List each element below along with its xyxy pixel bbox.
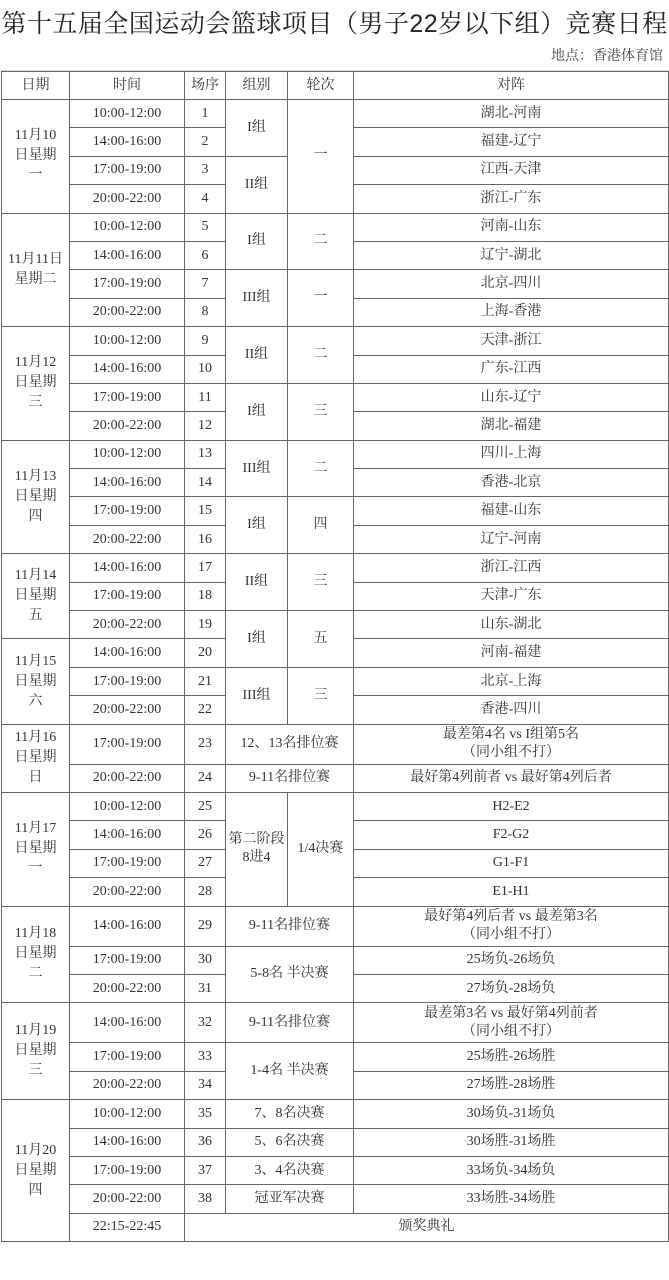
match-no-cell: 1 xyxy=(185,100,226,128)
round-cell: 一 xyxy=(288,100,354,214)
matchup-cell xyxy=(354,554,669,582)
stage-cell: 9-11名排位赛 xyxy=(226,764,354,792)
matchup-cell xyxy=(354,156,669,184)
matchup-text: 福建-山东 xyxy=(480,503,542,519)
time-cell: 14:00-16:00 xyxy=(70,1128,185,1156)
matchup-cell xyxy=(354,1128,669,1156)
group-cell: I组 xyxy=(226,611,288,668)
match-no-cell: 34 xyxy=(185,1071,226,1099)
group-cell: II组 xyxy=(226,327,288,384)
matchup-text: 广东-江西 xyxy=(480,361,542,377)
match-no-cell: 6 xyxy=(185,241,226,269)
matchup-cell xyxy=(354,241,669,269)
time-cell: 10:00-12:00 xyxy=(70,440,185,468)
date-cell: 11月18日星期二 xyxy=(2,906,70,1003)
matchup-cell xyxy=(354,213,669,241)
matchup-cell xyxy=(354,412,669,440)
matchup-text: 浙江-广东 xyxy=(480,190,542,206)
group-cell: I组 xyxy=(226,213,288,270)
time-cell: 17:00-19:00 xyxy=(70,582,185,610)
matchup-text: 最差第4名 vs I组第5名 xyxy=(442,727,580,743)
table-row xyxy=(2,611,669,639)
time-cell: 17:00-19:00 xyxy=(70,1043,185,1071)
matchup-text: 河南-山东 xyxy=(480,219,542,235)
matchup-cell xyxy=(354,270,669,298)
table-row xyxy=(2,1213,669,1241)
time-cell: 14:00-16:00 xyxy=(70,469,185,497)
matchup-cell xyxy=(354,1071,669,1099)
time-cell: 20:00-22:00 xyxy=(70,696,185,724)
group-cell: III组 xyxy=(226,440,288,497)
table-row xyxy=(2,724,669,764)
time-cell: 17:00-19:00 xyxy=(70,667,185,695)
matchup-cell xyxy=(354,355,669,383)
match-no-cell: 25 xyxy=(185,792,226,820)
matchup-text: 最差第3名 vs 最好第4列前者 xyxy=(424,1005,598,1021)
time-cell: 20:00-22:00 xyxy=(70,1185,185,1213)
time-cell: 17:00-19:00 xyxy=(70,849,185,877)
stage-cell: 7、8名决赛 xyxy=(226,1100,354,1128)
time-cell: 10:00-12:00 xyxy=(70,213,185,241)
matchup-text: 天津-广东 xyxy=(480,588,542,604)
round-cell: 四 xyxy=(288,497,354,554)
matchup-text: 25场负-26场负 xyxy=(466,952,556,968)
matchup-cell xyxy=(354,792,669,820)
group-cell: II组 xyxy=(226,156,288,213)
match-no-cell: 11 xyxy=(185,383,226,411)
matchup-text: 北京-四川 xyxy=(480,276,542,292)
match-no-cell: 33 xyxy=(185,1043,226,1071)
matchup-cell xyxy=(354,185,669,213)
time-cell: 17:00-19:00 xyxy=(70,497,185,525)
header-time: 时间 xyxy=(70,72,185,100)
round-cell: 二 xyxy=(288,213,354,270)
date-cell: 11月15日星期六 xyxy=(2,639,70,724)
match-no-cell: 5 xyxy=(185,213,226,241)
matchup-cell xyxy=(354,469,669,497)
matchup-text: 北京-上海 xyxy=(480,673,542,689)
matchup-text: 江西-天津 xyxy=(480,162,542,178)
table-row xyxy=(2,213,669,241)
table-row xyxy=(2,1128,669,1156)
group-cell: II组 xyxy=(226,554,288,611)
round-cell: 一 xyxy=(288,270,354,327)
matchup-text: 香港-北京 xyxy=(480,474,542,490)
matchup-cell xyxy=(354,764,669,792)
match-no-cell: 13 xyxy=(185,440,226,468)
matchup-text: 天津-浙江 xyxy=(480,332,542,348)
header-matchup: 对阵 xyxy=(354,72,669,100)
match-no-cell: 37 xyxy=(185,1156,226,1184)
matchup-cell xyxy=(354,849,669,877)
stage-cell: 冠亚军决赛 xyxy=(226,1185,354,1213)
match-no-cell: 10 xyxy=(185,355,226,383)
time-cell: 17:00-19:00 xyxy=(70,383,185,411)
header-match-no: 场序 xyxy=(185,72,226,100)
stage-cell: 5、6名决赛 xyxy=(226,1128,354,1156)
match-no-cell: 19 xyxy=(185,611,226,639)
table-row xyxy=(2,497,669,525)
match-no-cell: 2 xyxy=(185,128,226,156)
matchup-text: 山东-辽宁 xyxy=(480,389,542,405)
matchup-cell xyxy=(354,696,669,724)
date-cell: 11月19日星期三 xyxy=(2,1003,70,1100)
table-row xyxy=(2,946,669,974)
match-no-cell: 14 xyxy=(185,469,226,497)
time-cell: 14:00-16:00 xyxy=(70,241,185,269)
table-row xyxy=(2,906,669,946)
matchup-text: 30场负-31场负 xyxy=(466,1105,556,1121)
stage-cell: 5-8名 半决赛 xyxy=(226,946,354,1003)
schedule-table xyxy=(1,71,669,1242)
time-cell: 10:00-12:00 xyxy=(70,1100,185,1128)
match-no-cell: 8 xyxy=(185,298,226,326)
matchup-cell xyxy=(354,639,669,667)
table-row xyxy=(2,440,669,468)
matchup-text: 33场胜-34场胜 xyxy=(466,1190,556,1206)
matchup-text: 最好第4列后者 vs 最差第3名 xyxy=(424,909,598,925)
round-cell: 三 xyxy=(288,667,354,724)
header-group: 组别 xyxy=(226,72,288,100)
match-no-cell: 31 xyxy=(185,974,226,1002)
round-cell: 五 xyxy=(288,611,354,668)
table-row xyxy=(2,1185,669,1213)
time-cell: 17:00-19:00 xyxy=(70,156,185,184)
match-no-cell: 21 xyxy=(185,667,226,695)
matchup-text: 湖北-河南 xyxy=(480,105,542,121)
group-cell: III组 xyxy=(226,667,288,724)
matchup-cell xyxy=(354,821,669,849)
time-cell: 10:00-12:00 xyxy=(70,327,185,355)
matchup-text: 上海-香港 xyxy=(480,304,542,320)
matchup-cell xyxy=(354,878,669,906)
time-cell: 10:00-12:00 xyxy=(70,792,185,820)
match-no-cell: 27 xyxy=(185,849,226,877)
venue-label: 地点：香港体育馆 xyxy=(0,44,669,71)
date-cell: 11月12日星期三 xyxy=(2,327,70,441)
table-row xyxy=(2,667,669,695)
table-row xyxy=(2,554,669,582)
matchup-cell xyxy=(354,1185,669,1213)
time-cell: 20:00-22:00 xyxy=(70,764,185,792)
matchup-cell xyxy=(354,497,669,525)
time-cell: 22:15-22:45 xyxy=(70,1213,185,1241)
round-cell: 二 xyxy=(288,327,354,384)
matchup-cell xyxy=(354,946,669,974)
time-cell: 14:00-16:00 xyxy=(70,639,185,667)
matchup-cell xyxy=(354,128,669,156)
table-row xyxy=(2,100,669,128)
matchup-text: E1-H1 xyxy=(492,883,530,899)
round-cell: 三 xyxy=(288,554,354,611)
matchup-cell xyxy=(354,667,669,695)
matchup-text: 湖北-福建 xyxy=(480,417,542,433)
matchup-cell xyxy=(354,298,669,326)
table-row xyxy=(2,1156,669,1184)
header-round: 轮次 xyxy=(288,72,354,100)
group-cell: III组 xyxy=(226,270,288,327)
match-no-cell: 35 xyxy=(185,1100,226,1128)
time-cell: 10:00-12:00 xyxy=(70,100,185,128)
time-cell: 14:00-16:00 xyxy=(70,821,185,849)
matchup-cell xyxy=(354,974,669,1002)
matchup-cell xyxy=(354,1003,669,1043)
match-no-cell: 28 xyxy=(185,878,226,906)
match-no-cell: 18 xyxy=(185,582,226,610)
time-cell: 17:00-19:00 xyxy=(70,270,185,298)
table-row xyxy=(2,1003,669,1043)
match-no-cell: 9 xyxy=(185,327,226,355)
matchup-cell xyxy=(354,906,669,946)
time-cell: 17:00-19:00 xyxy=(70,1156,185,1184)
round-cell: 1/4决赛 xyxy=(288,792,354,906)
match-no-cell: 20 xyxy=(185,639,226,667)
header-date: 日期 xyxy=(2,72,70,100)
table-row xyxy=(2,792,669,820)
matchup-cell xyxy=(354,525,669,553)
page-title: 第十五届全国运动会篮球项目（男子22岁以下组）竞赛日程 xyxy=(1,10,668,38)
matchup-text: 辽宁-湖北 xyxy=(480,247,542,263)
time-cell: 14:00-16:00 xyxy=(70,554,185,582)
matchup-cell xyxy=(354,724,669,764)
group-cell: I组 xyxy=(226,100,288,157)
matchup-text: 30场胜-31场胜 xyxy=(466,1134,556,1150)
time-cell: 14:00-16:00 xyxy=(70,355,185,383)
match-no-cell: 4 xyxy=(185,185,226,213)
matchup-text: 山东-湖北 xyxy=(480,616,542,632)
matchup-cell xyxy=(354,383,669,411)
time-cell: 17:00-19:00 xyxy=(70,724,185,764)
time-cell: 20:00-22:00 xyxy=(70,412,185,440)
stage-cell: 12、13名排位赛 xyxy=(226,724,354,764)
matchup-text: H2-E2 xyxy=(492,798,530,814)
group-cell: I组 xyxy=(226,383,288,440)
group-cell: I组 xyxy=(226,497,288,554)
time-cell: 20:00-22:00 xyxy=(70,525,185,553)
matchup-text: 33场负-34场负 xyxy=(466,1162,556,1178)
time-cell: 20:00-22:00 xyxy=(70,611,185,639)
matchup-cell xyxy=(354,327,669,355)
date-cell: 11月14日星期五 xyxy=(2,554,70,639)
date-cell: 11月16日星期日 xyxy=(2,724,70,792)
matchup-text: 河南-福建 xyxy=(480,645,542,661)
date-cell: 11月10日星期一 xyxy=(2,100,70,214)
table-row xyxy=(2,327,669,355)
table-row xyxy=(2,1100,669,1128)
stage-cell: 1-4名 半决赛 xyxy=(226,1043,354,1100)
matchup-text: 香港-四川 xyxy=(480,701,542,717)
round-cell: 二 xyxy=(288,440,354,497)
table-row xyxy=(2,383,669,411)
group-cell: 第二阶段8进4 xyxy=(226,792,288,906)
match-no-cell: 3 xyxy=(185,156,226,184)
match-no-cell: 26 xyxy=(185,821,226,849)
match-no-cell: 17 xyxy=(185,554,226,582)
table-row xyxy=(2,1043,669,1071)
matchup-text: 25场胜-26场胜 xyxy=(466,1049,556,1065)
time-cell: 20:00-22:00 xyxy=(70,185,185,213)
matchup-note: （同小组不打） xyxy=(462,745,560,761)
match-no-cell: 36 xyxy=(185,1128,226,1156)
match-no-cell: 22 xyxy=(185,696,226,724)
matchup-cell xyxy=(354,100,669,128)
time-cell: 20:00-22:00 xyxy=(70,974,185,1002)
match-no-cell: 38 xyxy=(185,1185,226,1213)
matchup-text: G1-F1 xyxy=(492,855,530,871)
matchup-text: 福建-辽宁 xyxy=(480,134,542,150)
ceremony-cell: 颁奖典礼 xyxy=(185,1213,669,1241)
time-cell: 17:00-19:00 xyxy=(70,946,185,974)
match-no-cell: 15 xyxy=(185,497,226,525)
match-no-cell: 16 xyxy=(185,525,226,553)
match-no-cell: 12 xyxy=(185,412,226,440)
time-cell: 14:00-16:00 xyxy=(70,1003,185,1043)
matchup-text: 浙江-江西 xyxy=(480,559,542,575)
matchup-text: F2-G2 xyxy=(492,827,530,843)
date-cell: 11月17日星期一 xyxy=(2,792,70,906)
matchup-note: （同小组不打） xyxy=(462,927,560,943)
matchup-note: （同小组不打） xyxy=(462,1023,560,1039)
date-cell: 11月20日星期四 xyxy=(2,1100,70,1242)
matchup-cell xyxy=(354,1100,669,1128)
stage-cell: 9-11名排位赛 xyxy=(226,906,354,946)
time-cell: 20:00-22:00 xyxy=(70,1071,185,1099)
matchup-cell xyxy=(354,440,669,468)
header-row xyxy=(2,72,669,100)
stage-cell: 9-11名排位赛 xyxy=(226,1003,354,1043)
time-cell: 20:00-22:00 xyxy=(70,298,185,326)
match-no-cell: 24 xyxy=(185,764,226,792)
table-row xyxy=(2,270,669,298)
date-cell: 11月11日星期二 xyxy=(2,213,70,327)
time-cell: 20:00-22:00 xyxy=(70,878,185,906)
stage-cell: 3、4名决赛 xyxy=(226,1156,354,1184)
time-cell: 14:00-16:00 xyxy=(70,906,185,946)
matchup-cell xyxy=(354,1156,669,1184)
matchup-cell xyxy=(354,582,669,610)
match-no-cell: 30 xyxy=(185,946,226,974)
table-row xyxy=(2,764,669,792)
match-no-cell: 29 xyxy=(185,906,226,946)
matchup-cell xyxy=(354,611,669,639)
date-cell: 11月13日星期四 xyxy=(2,440,70,554)
round-cell: 三 xyxy=(288,383,354,440)
matchup-text: 最好第4列前者 vs 最好第4列后者 xyxy=(410,770,612,786)
match-no-cell: 32 xyxy=(185,1003,226,1043)
match-no-cell: 23 xyxy=(185,724,226,764)
time-cell: 14:00-16:00 xyxy=(70,128,185,156)
matchup-text: 四川-上海 xyxy=(480,446,542,462)
matchup-text: 27场负-28场负 xyxy=(466,980,556,996)
matchup-cell xyxy=(354,1043,669,1071)
matchup-text: 27场胜-28场胜 xyxy=(466,1077,556,1093)
matchup-text: 辽宁-河南 xyxy=(480,531,542,547)
match-no-cell: 7 xyxy=(185,270,226,298)
